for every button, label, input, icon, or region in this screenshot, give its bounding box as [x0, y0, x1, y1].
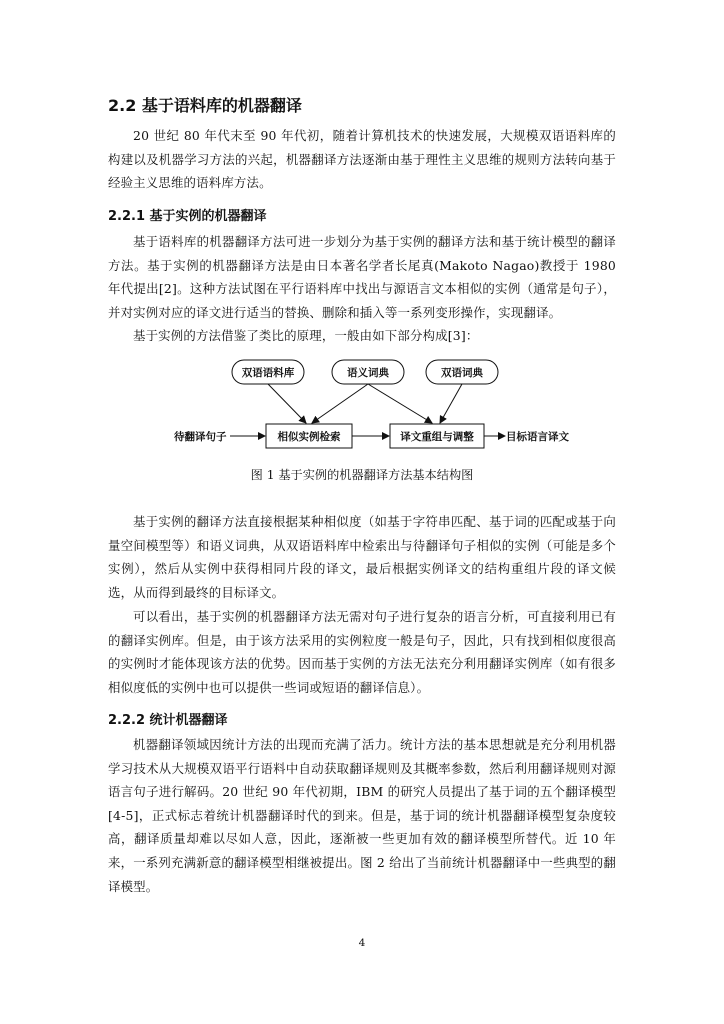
node-bilingual-corpus [232, 360, 304, 384]
page-number: 4 [358, 937, 366, 949]
arrow-semantic-dict-to-recombination [368, 384, 432, 423]
node-semantic-dictionary-label: 语义词典 [347, 367, 389, 379]
node-bilingual-dictionary-label: 双语词典 [441, 367, 483, 379]
node-translation-recombination-label: 译文重组与调整 [400, 431, 474, 443]
input-sentence-label: 待翻译句子 [174, 431, 227, 443]
subsection-heading-statistical: 2.2.2 统计机器翻译 [108, 713, 228, 728]
example-based-paragraph-2: 基于实例的方法借鉴了类比的原理，一般由如下部分构成[3]： [133, 328, 479, 343]
example-based-mt-diagram [170, 356, 570, 452]
arrow-corpus-to-retrieval [268, 384, 306, 423]
example-based-paragraph-1: 基于语料库的机器翻译方法可进一步划分为基于实例的翻译方法和基于统计模型的翻译方法。基于实例的机器翻译方法是由日本著名学者长尾真(Makoto Nagao)教授于 1980 年代提出[2]。这种方法试图在平行语料库中找出与源语言文本相似的实例（通常是句子），并对实例对应的译文进行适当的替换、删除和插入等一系列变形操作，实现翻译。 [108, 234, 616, 320]
example-based-paragraph-3: 基于实例的翻译方法直接根据某种相似度（如基于字符串匹配、基于词的匹配或基于向量空间模型等）和语义词典，从双语语料库中检索出与待翻译句子相似的实例（可能是多个实例），然后从实例中获得相同片段的译文，最后根据实例译文的结构重组片段的译文候选，从而得到最终的目标译文。 [108, 514, 616, 600]
arrow-bilingual-dict-to-recombination [440, 384, 462, 423]
example-based-paragraph-4: 可以看出，基于实例的机器翻译方法无需对句子进行复杂的语言分析，可直接利用已有的翻译实例库。但是，由于该方法采用的实例粒度一般是句子，因此，只有找到相似度很高的实例时才能体现该方法的优势。因而基于实例的方法无法充分利用翻译实例库（如有很多相似度低的实例中也可以提供一些词或短语的翻译信息）。 [108, 609, 616, 695]
diagram-svg [170, 356, 570, 452]
statistical-mt-paragraph: 机器翻译领域因统计方法的出现而充满了活力。统计方法的基本思想就是充分利用机器学习技术从大规模双语平行语料中自动获取翻译规则及其概率参数，然后利用翻译规则对源语言句子进行解码。20 世纪 90 年代初期，IBM 的研究人员提出了基于词的五个翻译模型[4-5]，正式标志着统计机器翻译时代的到来。但是，基于词的统计机器翻译模型复杂度较高，翻译质量却难以尽如人意，因此，逐渐被一些更加有效的翻译模型所替代。近 10 年来，一系列充满新意的翻译模型相继被提出。图 2 给出了当前统计机器翻译中一些典型的翻译模型。 [108, 737, 616, 894]
node-translation-recombination [390, 424, 484, 448]
section-intro-paragraph: 20 世纪 80 年代末至 90 年代初，随着计算机技术的快速发展，大规模双语语料库的构建以及机器学习方法的兴起，机器翻译方法逐渐由基于理性主义思维的规则方法转向基于经验主义思维的语料库方法。 [108, 128, 616, 191]
section-heading: 2.2 基于语料库的机器翻译 [108, 96, 302, 115]
node-similar-instance-retrieval-label: 相似实例检索 [277, 431, 341, 443]
node-bilingual-corpus-label: 双语语料库 [241, 367, 295, 379]
node-similar-instance-retrieval [266, 424, 352, 448]
node-bilingual-dictionary [426, 360, 498, 384]
node-semantic-dictionary [332, 360, 404, 384]
arrow-semantic-dict-to-retrieval [312, 384, 368, 423]
figure-caption: 图 1 基于实例的机器翻译方法基本结构图 [250, 468, 474, 482]
subsection-heading-example-based: 2.2.1 基于实例的机器翻译 [108, 209, 267, 224]
output-translation-label: 目标语言译文 [506, 431, 569, 443]
